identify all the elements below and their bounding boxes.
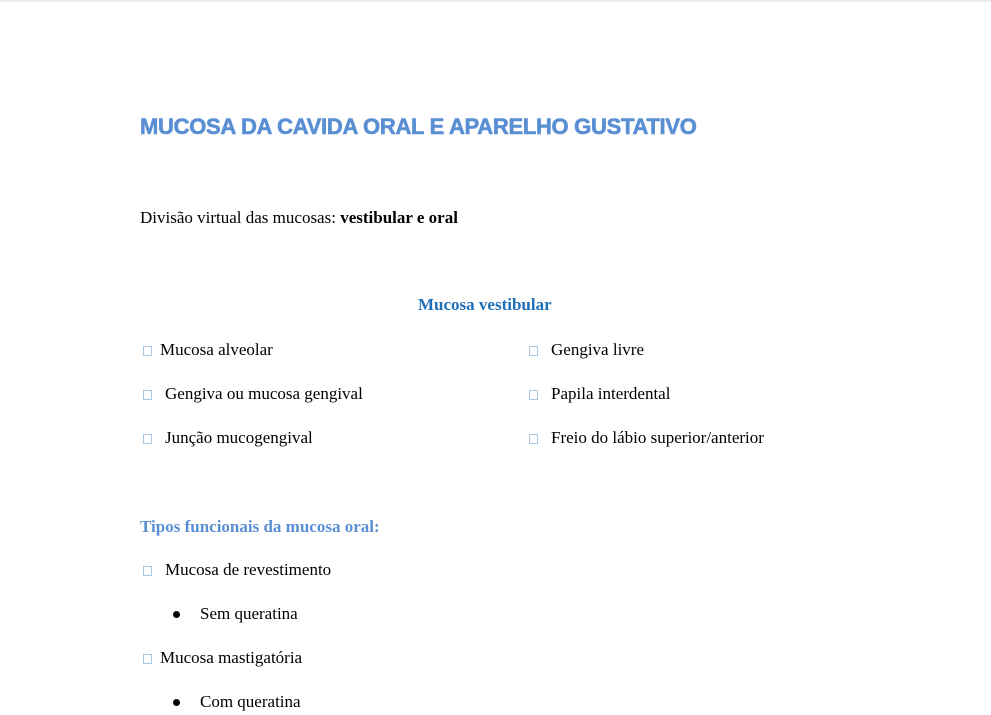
intro-paragraph — [140, 208, 458, 228]
checkbox-square-icon — [529, 346, 538, 356]
checkbox-square-icon — [143, 346, 152, 356]
checkbox-square-icon — [143, 654, 152, 664]
intro-text: Divisão virtual das mucosas: — [140, 208, 341, 227]
bullet-item-label: Sem queratina — [200, 604, 298, 623]
list-item-label: Papila interdental — [551, 384, 671, 403]
section-heading-vestibular: Mucosa vestibular — [418, 295, 552, 314]
list-item-label: Mucosa mastigatória — [160, 648, 303, 667]
bullet-dot-icon — [173, 699, 180, 706]
list-item-label: Mucosa alveolar — [160, 340, 273, 359]
checkbox-square-icon — [143, 566, 152, 576]
list-item — [143, 384, 363, 404]
bullet-item — [173, 692, 301, 712]
section-heading-functional-types: Tipos funcionais da mucosa oral: — [140, 517, 380, 536]
list-item — [143, 340, 273, 360]
list-item-label: Gengiva ou mucosa gengival — [165, 384, 363, 403]
checkbox-square-icon — [143, 390, 152, 400]
list-item — [143, 648, 302, 668]
list-item-label: Gengiva livre — [551, 340, 644, 359]
list-item-label: Junção mucogengival — [165, 428, 313, 447]
checkbox-square-icon — [529, 390, 538, 400]
checkbox-square-icon — [143, 434, 152, 444]
list-item — [529, 384, 670, 404]
document-title: MUCOSA DA CAVIDA ORAL E APARELHO GUSTATIVO — [140, 114, 697, 139]
bullet-dot-icon — [173, 611, 180, 618]
list-item-label: Freio do lábio superior/anterior — [551, 428, 764, 447]
list-item-label: Mucosa de revestimento — [165, 560, 332, 579]
list-item — [143, 428, 313, 448]
list-item — [529, 428, 764, 448]
list-item — [143, 560, 331, 580]
list-item — [529, 340, 644, 360]
checkbox-square-icon — [529, 434, 538, 444]
intro-bold-text: vestibular e oral — [340, 208, 458, 227]
bullet-item — [173, 604, 298, 624]
bullet-item-label: Com queratina — [200, 692, 301, 711]
